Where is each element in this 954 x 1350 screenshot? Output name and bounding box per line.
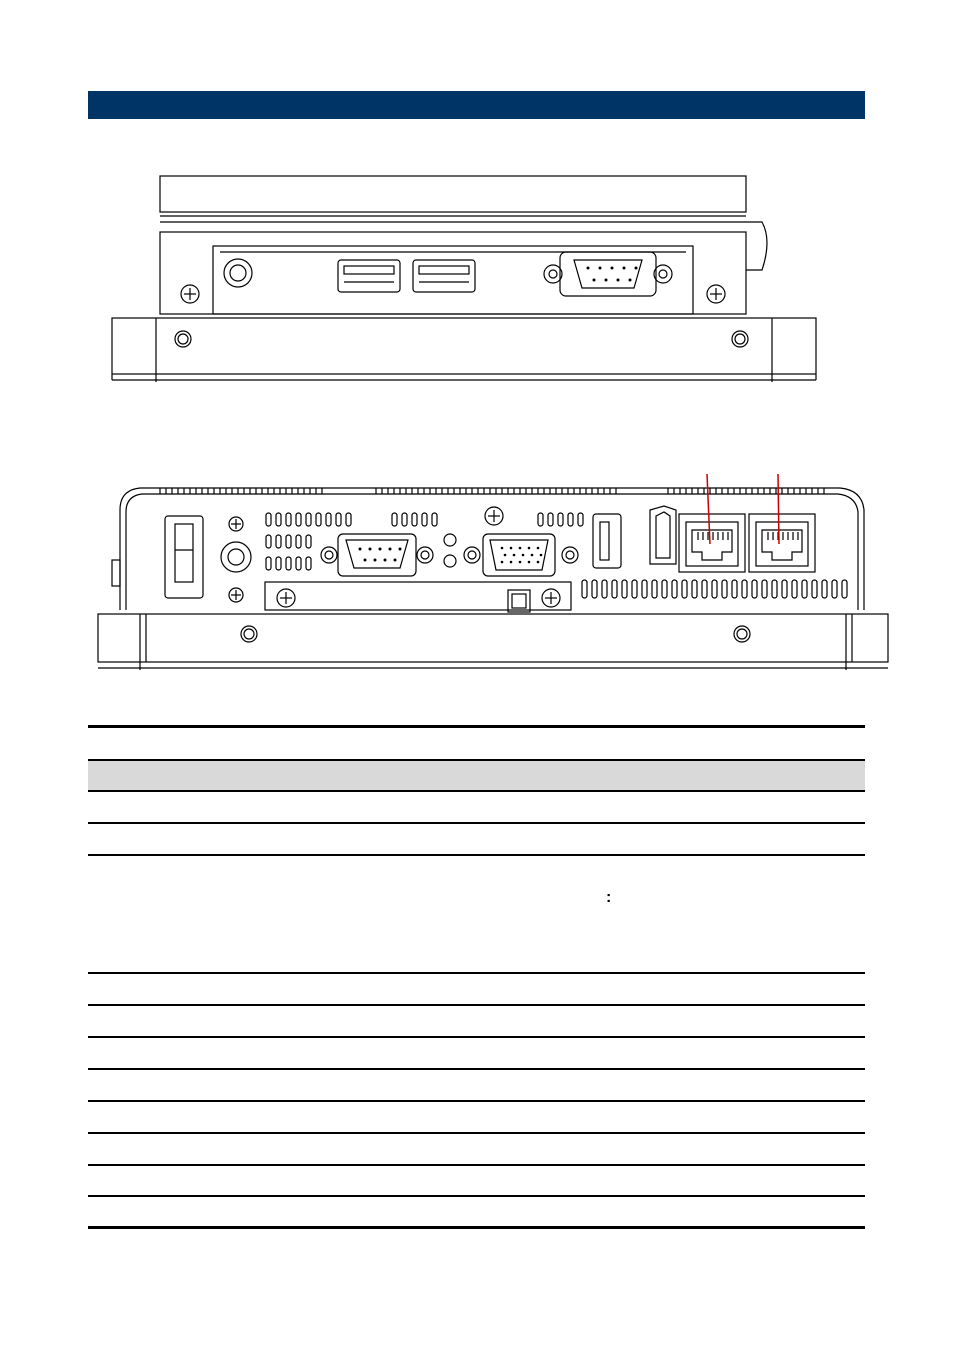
lan-port-icon [749, 514, 815, 572]
expansion-plate [265, 582, 571, 612]
power-switch-icon [165, 516, 203, 598]
screw-icon [707, 285, 725, 303]
vent-slots [266, 513, 847, 598]
serial-port-icon [544, 252, 672, 296]
table-row-rule [88, 972, 865, 974]
usb-port-icon [413, 260, 475, 292]
table-row-rule [88, 1132, 865, 1134]
table-row-rule [88, 822, 865, 824]
vent-slots [160, 488, 824, 494]
hdmi-port-icon [650, 506, 676, 564]
screw-icon [229, 588, 243, 602]
table-separator: : [606, 889, 612, 906]
table-bottom-rule [88, 1226, 865, 1229]
power-jack-icon [224, 259, 252, 287]
screw-icon [181, 285, 199, 303]
table-row-rule [88, 1100, 865, 1102]
table-row-rule [88, 1004, 865, 1006]
table-top-rule [88, 725, 865, 728]
table-row-rule [88, 759, 865, 761]
table-row-rule [88, 1068, 865, 1070]
bottom-view-panel [98, 488, 888, 670]
led-indicator-icon [444, 534, 456, 567]
serial-port-icon [321, 534, 433, 576]
table-row-rule [88, 1164, 865, 1166]
table-row-rule [88, 1195, 865, 1197]
table-row-rule [88, 790, 865, 792]
vga-port-icon [464, 534, 578, 576]
screw-icon [229, 517, 243, 531]
screw-icon [485, 507, 503, 525]
usb-port-icon [338, 260, 400, 292]
table-row-rule [88, 854, 865, 856]
dc-in-jack-icon [221, 542, 251, 572]
usb-port-icon [593, 514, 621, 568]
top-view-panel [112, 176, 816, 382]
table-row-rule [88, 1036, 865, 1038]
lan-port-icon [679, 514, 745, 572]
table-header-row [88, 760, 865, 790]
